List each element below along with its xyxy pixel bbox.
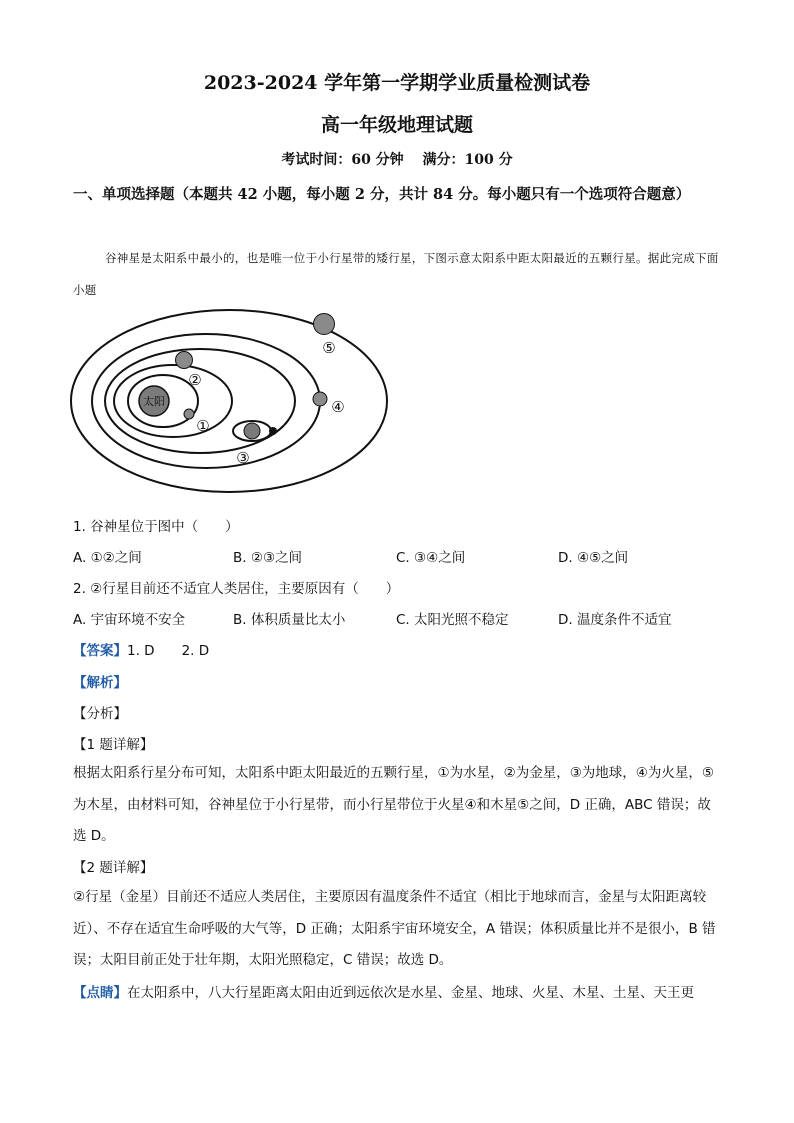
q1-option-a: A. ①②之间 bbox=[73, 550, 142, 566]
exam-title: 2023-2024 学年第一学期学业质量检测试卷 bbox=[203, 72, 591, 94]
question-1-stem: 1. 谷神星位于图中（ ） bbox=[73, 519, 239, 535]
answer-value: 1. D 2. D bbox=[127, 643, 210, 659]
solar-system-diagram bbox=[66, 300, 396, 505]
planet-5 bbox=[314, 314, 335, 335]
planet-label-3: ③ bbox=[236, 449, 250, 467]
q1-detail-text: 根据太阳系行星分布可知，太阳系中距太阳最近的五颗行星，①为水星，②为金星，③为地球，④为火星，⑤为木星，由材料可知，谷神星位于小行星带，而小行星带位于火星④和木星⑤之间，D 正确，ABC 错误；故选 D。 bbox=[73, 765, 715, 844]
sun-label: 太阳 bbox=[143, 395, 165, 408]
q2-detail-label: 【2 题详解】 bbox=[73, 860, 154, 876]
planet-1 bbox=[184, 409, 194, 419]
q2-detail-text: ②行星（金星）目前还不适应人类居住，主要原因有温度条件不适宜（相比于地球而言，金星与太阳距离较近）、不存在适宜生命呼吸的大气等，D 正确；太阳系宇宙环境安全，A 错误；体积质量比并不是很小，B 错误；太阳目前正处于壮年期，太阳光照稳定，C 错误；故选 D。 bbox=[73, 889, 716, 968]
planet-label-2: ② bbox=[188, 371, 202, 389]
fenxi-label: 【分析】 bbox=[73, 706, 127, 722]
q1-option-d: D. ④⑤之间 bbox=[558, 550, 629, 566]
q1-option-b: B. ②③之间 bbox=[233, 550, 303, 566]
exam-subtitle: 高一年级地理试题 bbox=[320, 114, 473, 136]
intro-text: 谷神星是太阳系中最小的，也是唯一位于小行星带的矮行星，下图示意太阳系中距太阳最近的五颗行星。据此完成下面小题 bbox=[73, 251, 719, 297]
orbit-4 bbox=[92, 334, 320, 468]
question-2-stem: 2. ②行星目前还不适宜人类居住，主要原因有（ ） bbox=[73, 581, 400, 597]
planet-label-1: ① bbox=[196, 417, 210, 435]
answer-line bbox=[73, 639, 209, 659]
dianjing-text: 在太阳系中，八大行星距离太阳由近到远依次是水星、金星、地球、火星、木星、土星、天王更 bbox=[127, 985, 694, 1001]
q2-option-b: B. 体积质量比太小 bbox=[233, 612, 346, 628]
q1-option-c: C. ③④之间 bbox=[396, 550, 466, 566]
q2-option-c: C. 太阳光照不稳定 bbox=[396, 612, 509, 628]
planet-label-5: ⑤ bbox=[322, 339, 336, 357]
q1-detail-label: 【1 题详解】 bbox=[73, 737, 154, 753]
planet-4 bbox=[313, 392, 327, 406]
planet-3 bbox=[244, 423, 260, 439]
planet-2 bbox=[176, 352, 193, 369]
analysis-label: 【解析】 bbox=[73, 675, 127, 691]
section-heading: 一、单项选择题（本题共 42 小题，每小题 2 分，共计 84 分。每小题只有一个选项符合题意） bbox=[73, 186, 691, 203]
answer-label: 【答案】 bbox=[73, 643, 127, 659]
q2-option-d: D. 温度条件不适宜 bbox=[558, 612, 672, 628]
q2-option-a: A. 宇宙环境不安全 bbox=[73, 612, 186, 628]
planet-label-4: ④ bbox=[331, 398, 345, 416]
moon bbox=[269, 427, 277, 435]
dianjing-label: 【点睛】 bbox=[73, 985, 127, 1001]
exam-info: 考试时间：60 分钟 满分：100 分 bbox=[281, 152, 513, 168]
dianjing-line bbox=[73, 981, 733, 1001]
